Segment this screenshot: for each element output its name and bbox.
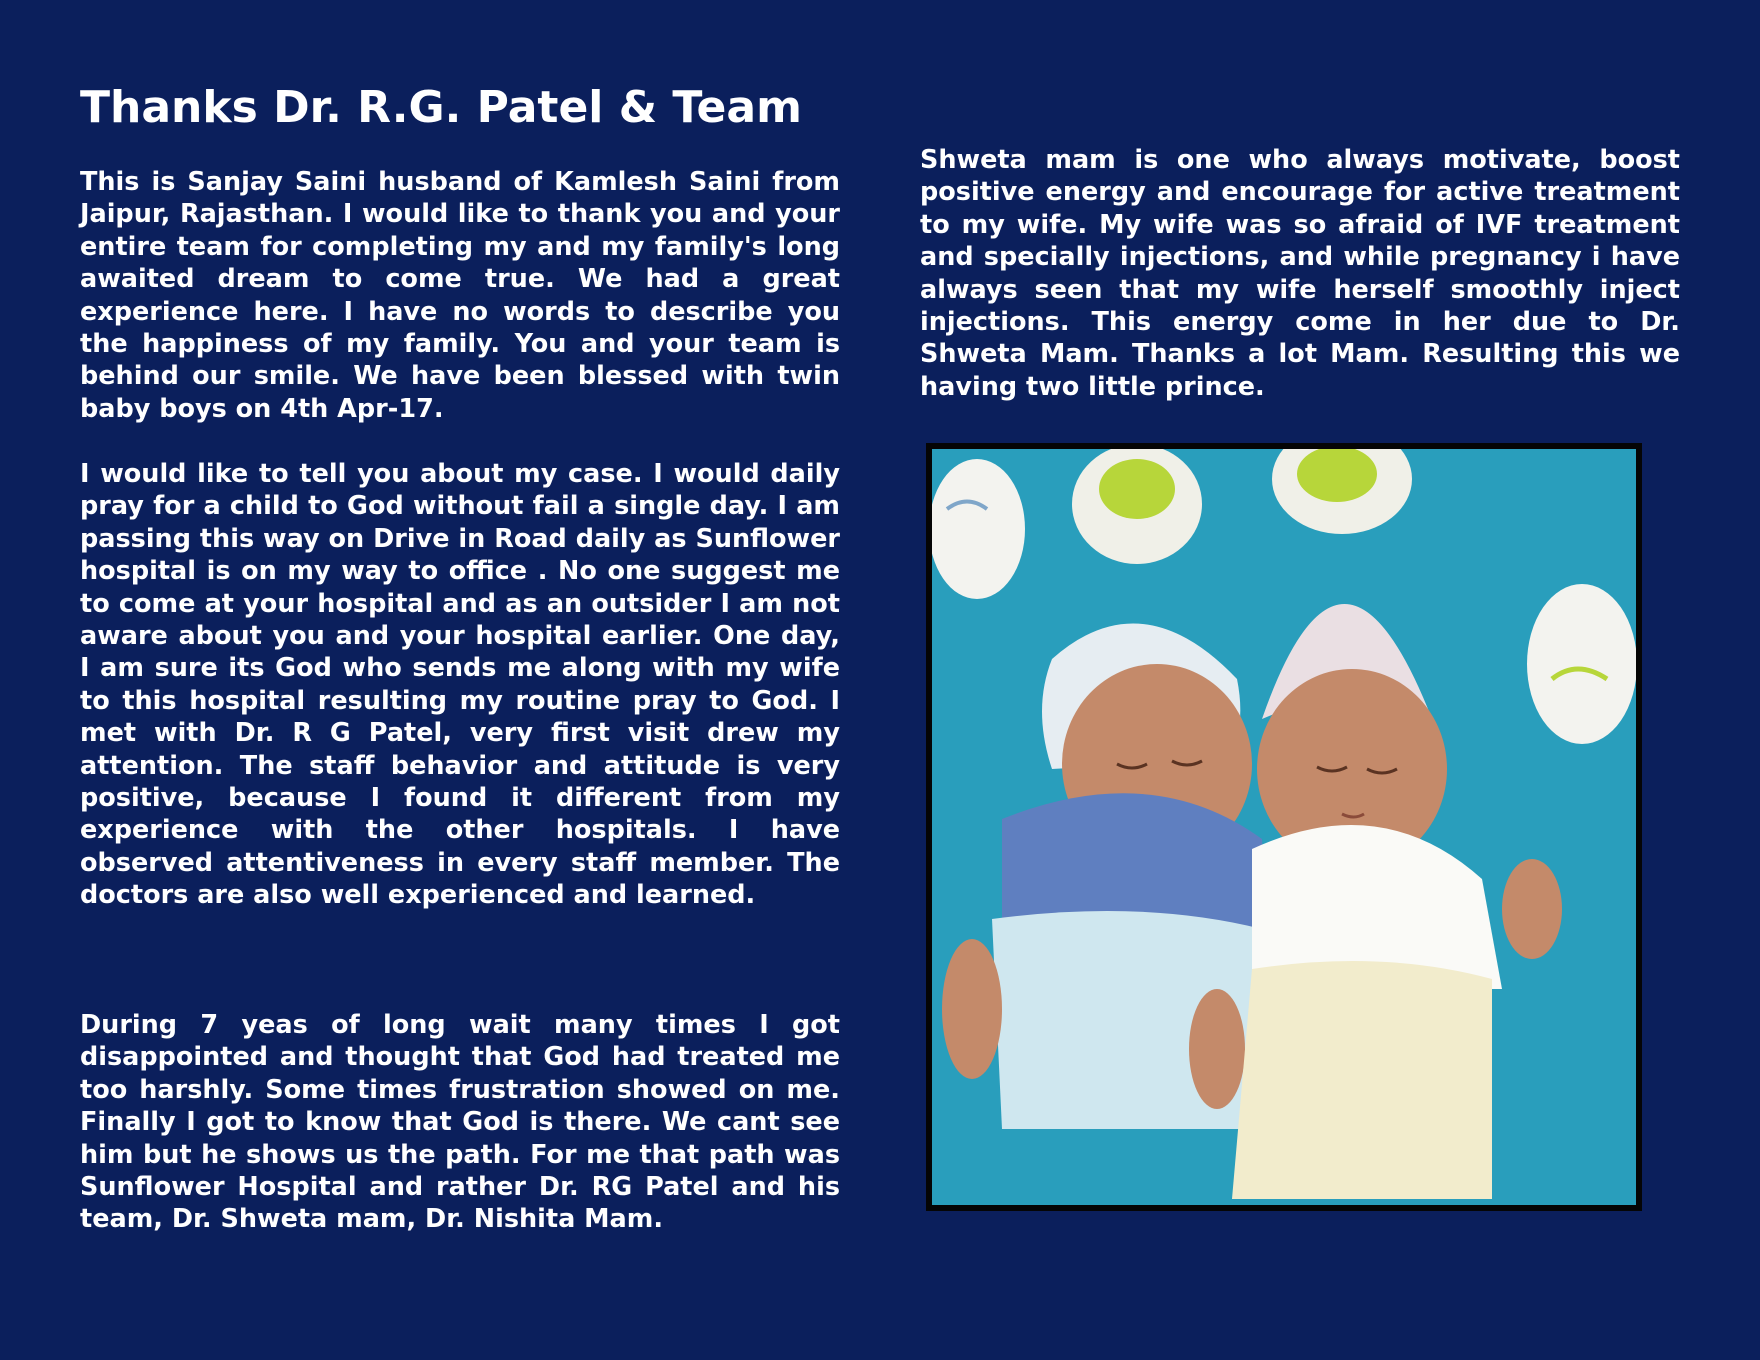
page-title: Thanks Dr. R.G. Patel & Team — [80, 82, 802, 133]
mitten-top-left — [932, 459, 1025, 599]
paragraph-text: During 7 yeas of long wait many times I got disappointed and thought that God had treated me too harshly. Some times frustration showed on me. Finally I got to know that God is there. We cant see him but he shows us the path. For me that path was Sunflower Hospital and rather Dr. RG Patel and his team, Dr. Shweta mam, Dr. Nishita Mam. — [80, 1010, 840, 1235]
testimonial-paragraph-wait — [80, 1009, 840, 1236]
testimonial-paragraph-case — [80, 458, 840, 912]
paragraph-text: I would like to tell you about my case. I would daily pray for a child to God without fail a single day. I am passing this way on Drive in Road daily as Sunflower hospital is on my way to office . No one suggest me to come at your hospital and as an outsider I am not aware about you and your hospital earlier. One day, I am sure its God who sends me along with my wife to this hospital resulting my routine pray to God. I met with Dr. R G Patel, very first visit drew my attention. The staff behavior and attitude is very positive, because I found it different from my experience with the other hospitals. I have observed attentiveness in every staff member. The doctors are also well experienced and learned. — [80, 459, 840, 911]
mitten-right — [1527, 584, 1636, 744]
paragraph-text: This is Sanjay Saini husband of Kamlesh Saini from Jaipur, Rajasthan. I would like to thank you and your entire team for completing my and my family's long awaited dream to come true. We had a great experience here. I have no words to describe you the happiness of my family. You and your team is behind our smile. We have been blessed with twin baby boys on 4th Apr-17. — [80, 167, 840, 424]
twin-babies-photo — [926, 443, 1642, 1211]
sock-top-center — [1072, 449, 1202, 564]
twin-babies-illustration — [932, 449, 1636, 1205]
paragraph-text: Shweta mam is one who always motivate, boost positive energy and encourage for active treatment to my wife. My wife was so afraid of IVF treatment and specially injections, and while pregnancy i have always seen that my wife herself smoothly inject injections. This energy come in her due to Dr. Shweta Mam. Thanks a lot Mam. Resulting this we having two little prince. — [920, 145, 1680, 402]
testimonial-paragraph-shweta — [920, 144, 1680, 403]
testimonial-paragraph-intro — [80, 166, 840, 425]
